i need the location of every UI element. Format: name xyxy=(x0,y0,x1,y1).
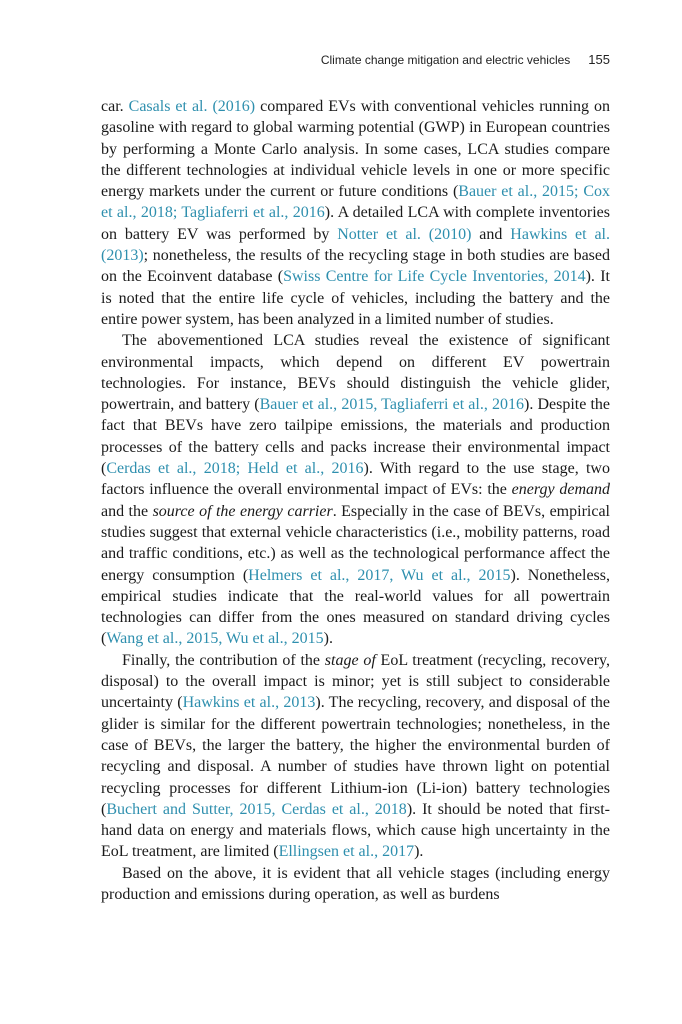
body-text-run: Finally, the contribution of the xyxy=(122,651,325,669)
citation-link[interactable]: Ellingsen et al., 2017 xyxy=(278,843,415,861)
emphasis-text: stage of xyxy=(324,651,376,669)
body-text-run: EoL treatment (recycling, recovery, disposal) to the overall impact is minor; yet is still subject to considerable uncertainty ( xyxy=(101,651,611,712)
body-text-run: ). xyxy=(414,843,424,861)
body-text-run: ). With regard to the use stage, two factors influence the overall environmental impact of EVs: the xyxy=(101,460,610,499)
body-text-run: ; nonetheless, the results of the recycling stage in both studies are based on the Ecoinvent database ( xyxy=(101,247,610,286)
emphasis-text: source of the energy carrier xyxy=(152,502,333,520)
running-title: Climate change mitigation and electric vehicles xyxy=(320,53,571,67)
citation-link[interactable]: Swiss Centre for Life Cycle Inventories, 2014 xyxy=(283,268,586,286)
body-text-run: ). The recycling, recovery, and disposal of the glider is similar for the different powertrain technologies; nonetheless, in the case of BEVs, the larger the battery, the higher the environmental burden of recycling and disposal. A number of studies have thrown light on potential recycling processes for different Lithium-ion (Li-ion) battery technologies ( xyxy=(101,694,611,818)
running-header xyxy=(321,52,610,67)
emphasis-text: energy demand xyxy=(511,481,611,499)
body-text-run: and xyxy=(471,225,511,243)
body-text-run: car. xyxy=(101,98,129,115)
citation-link[interactable]: Casals et al. (2016) xyxy=(128,98,256,115)
citation-link[interactable]: Bauer et al., 2015; Cox et al., 2018; Tagliaferri et al., 2016 xyxy=(101,183,610,222)
body-text-run: Based on the above, it is evident that all vehicle stages (including energy production and emissions during operation, as well as burdens xyxy=(101,864,610,903)
citation-link[interactable]: Hawkins et al. (2013) xyxy=(101,225,610,265)
paragraph xyxy=(101,96,610,330)
citation-link[interactable]: Wang et al., 2015, Wu et al., 2015 xyxy=(106,630,324,648)
body-text-run: ). Despite the fact that BEVs have zero tailpipe emissions, the materials and production processes of the battery cells and packs increase their environmental impact ( xyxy=(101,396,611,478)
body-text-run: ). A detailed LCA with complete inventories on battery EV was performed by xyxy=(101,204,610,243)
body-text-run: ). It is noted that the entire life cycle of vehicles, including the battery and the entire power system, has been analyzed in a limited number of studies. xyxy=(101,268,610,328)
citation-link[interactable]: Bauer et al., 2015, Tagliaferri et al., 2016 xyxy=(259,396,524,414)
body-text-run: The abovementioned LCA studies reveal the existence of significant environmental impacts, which depend on different EV powertrain technologies. For instance, BEVs should distinguish the vehicle glider, powertrain, and battery ( xyxy=(101,332,610,414)
body-text-run: ). Nonetheless, empirical studies indicate that the real-world values for all powertrain technologies can differ from the ones measured on standard driving cycles ( xyxy=(101,566,611,648)
body-text-run: ). xyxy=(323,630,333,648)
body-text-run: ). It should be noted that first-hand data on energy and materials flows, which cause high uncertainty in the EoL treatment, are limited ( xyxy=(101,800,611,861)
paragraph xyxy=(101,863,610,906)
citation-link[interactable]: Notter et al. (2010) xyxy=(337,225,472,243)
body-text-run: and the xyxy=(101,502,153,520)
body-text xyxy=(101,96,610,905)
body-text-run: compared EVs with conventional vehicles running on gasoline with regard to global warming potential (GWP) in European countries by performing a Monte Carlo analysis. In some cases, LCA studies compare the different technologies at individual vehicle levels in one or more specific energy markets under the current or future conditions ( xyxy=(101,98,610,201)
citation-link[interactable]: Buchert and Sutter, 2015, Cerdas et al., 2018 xyxy=(106,800,407,818)
paragraph xyxy=(101,650,610,863)
body-text-run: . Especially in the case of BEVs, empirical studies suggest that external vehicle characteristics (i.e., mobility patterns, road and traffic conditions, etc.) as well as the technological performance affect the energy consumption ( xyxy=(101,502,610,584)
page-number: 155 xyxy=(588,52,610,67)
citation-link[interactable]: Hawkins et al., 2013 xyxy=(182,694,316,712)
citation-link[interactable]: Helmers et al., 2017, Wu et al., 2015 xyxy=(248,566,511,584)
paragraph xyxy=(101,330,610,649)
citation-link[interactable]: Cerdas et al., 2018; Held et al., 2016 xyxy=(106,460,364,478)
